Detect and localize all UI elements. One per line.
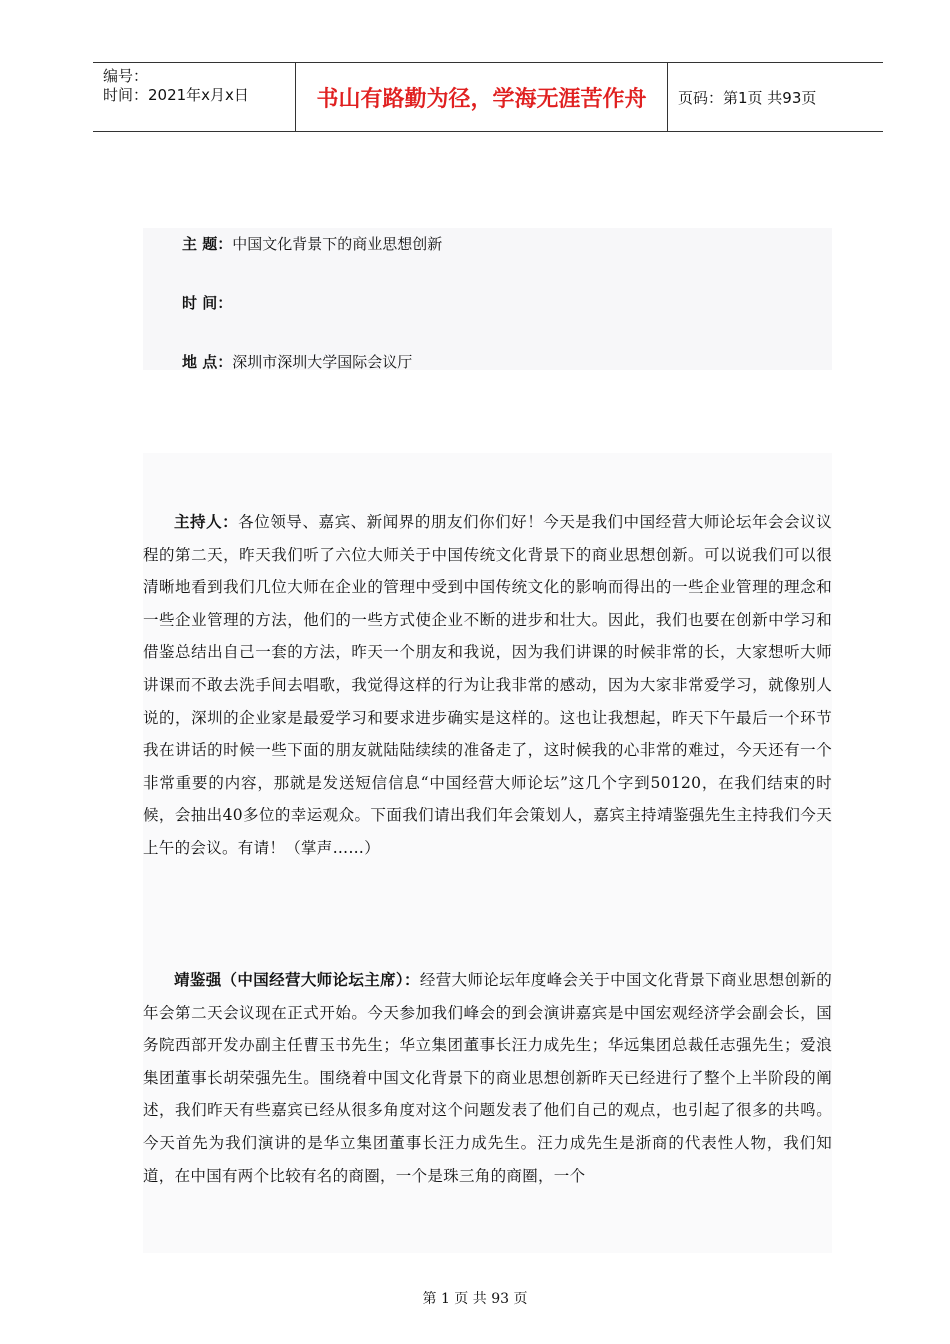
- transcript-paragraph-host: [143, 506, 832, 865]
- header-motto: 书山有路勤为径，学海无涯苦作舟: [295, 63, 668, 131]
- speaker-host: 主持人：: [174, 513, 239, 531]
- meeting-time: [182, 292, 232, 313]
- topic-value: 中国文化背景下的商业思想创新: [232, 235, 443, 253]
- document-number-label: 编号：: [103, 67, 149, 85]
- topic-label: 主 题：: [182, 235, 233, 253]
- meeting-place: [182, 351, 412, 372]
- document-time-label: 时间：2021年x月x日: [103, 86, 249, 104]
- header-left-cell: [93, 63, 295, 131]
- time-label: 时 间：: [182, 294, 233, 312]
- header-page-info: 页码：第1页 共93页: [678, 88, 817, 107]
- paragraph-text: 各位领导、嘉宾、新闻界的朋友们你们好！今天是我们中国经营大师论坛年会会议议程的第二天，昨天我们听了六位大师关于中国传统文化背景下的商业思想创新。可以说我们可以很清晰地看到我们几位大师在企业的管理中受到中国传统文化的影响而得出的一些企业管理的理念和一些企业管理的方法，他们的一些方式使企业不断的进步和壮大。因此，我们也要在创新中学习和借鉴总结出自己一套的方法，昨天一个朋友和我说，因为我们讲课的时候非常的长，大家想听大师讲课而不敢去洗手间去唱歌，我觉得这样的行为让我非常的感动，因为大家非常爱学习，就像别人说的，深圳的企业家是最爱学习和要求进步确实是这样的。这也让我想起，昨天下午最后一个环节我在讲话的时候一些下面的朋友就陆陆续续的准备走了，这时候我的心非常的难过，今天还有一个非常重要的内容，那就是发送短信信息“中国经营大师论坛”这几个字到50120，在我们结束的时候，会抽出40多位的幸运观众。下面我们请出我们年会策划人，嘉宾主持靖鉴强先生主持我们今天上午的会议。有请！（掌声……）: [143, 513, 833, 857]
- meeting-topic: [182, 233, 442, 254]
- page-footer: 第 1 页 共 93 页: [422, 1291, 528, 1307]
- page-header: [93, 62, 883, 132]
- paragraph-text: 经营大师论坛年度峰会关于中国文化背景下商业思想创新的年会第二天会议现在正式开始。今天参加我们峰会的到会演讲嘉宾是中国宏观经济学会副会长，国务院西部开发办副主任曹玉书先生；华立集团董事长汪力成先生；华远集团总裁任志强先生；爱浪集团董事长胡荣强先生。围绕着中国文化背景下的商业思想创新昨天已经进行了整个上半阶段的阐述，我们昨天有些嘉宾已经从很多角度对这个问题发表了他们自己的观点，也引起了很多的共鸣。今天首先为我们演讲的是华立集团董事长汪力成先生。汪力成先生是浙商的代表性人物，我们知道，在中国有两个比较有名的商圈，一个是珠三角的商圈，一个: [143, 971, 832, 1185]
- transcript-paragraph-jing: [143, 964, 832, 1192]
- place-label: 地 点：: [182, 353, 233, 371]
- speaker-jing: 靖鉴强（中国经营大师论坛主席）：: [174, 971, 420, 989]
- place-value: 深圳市深圳大学国际会议厅: [232, 353, 413, 371]
